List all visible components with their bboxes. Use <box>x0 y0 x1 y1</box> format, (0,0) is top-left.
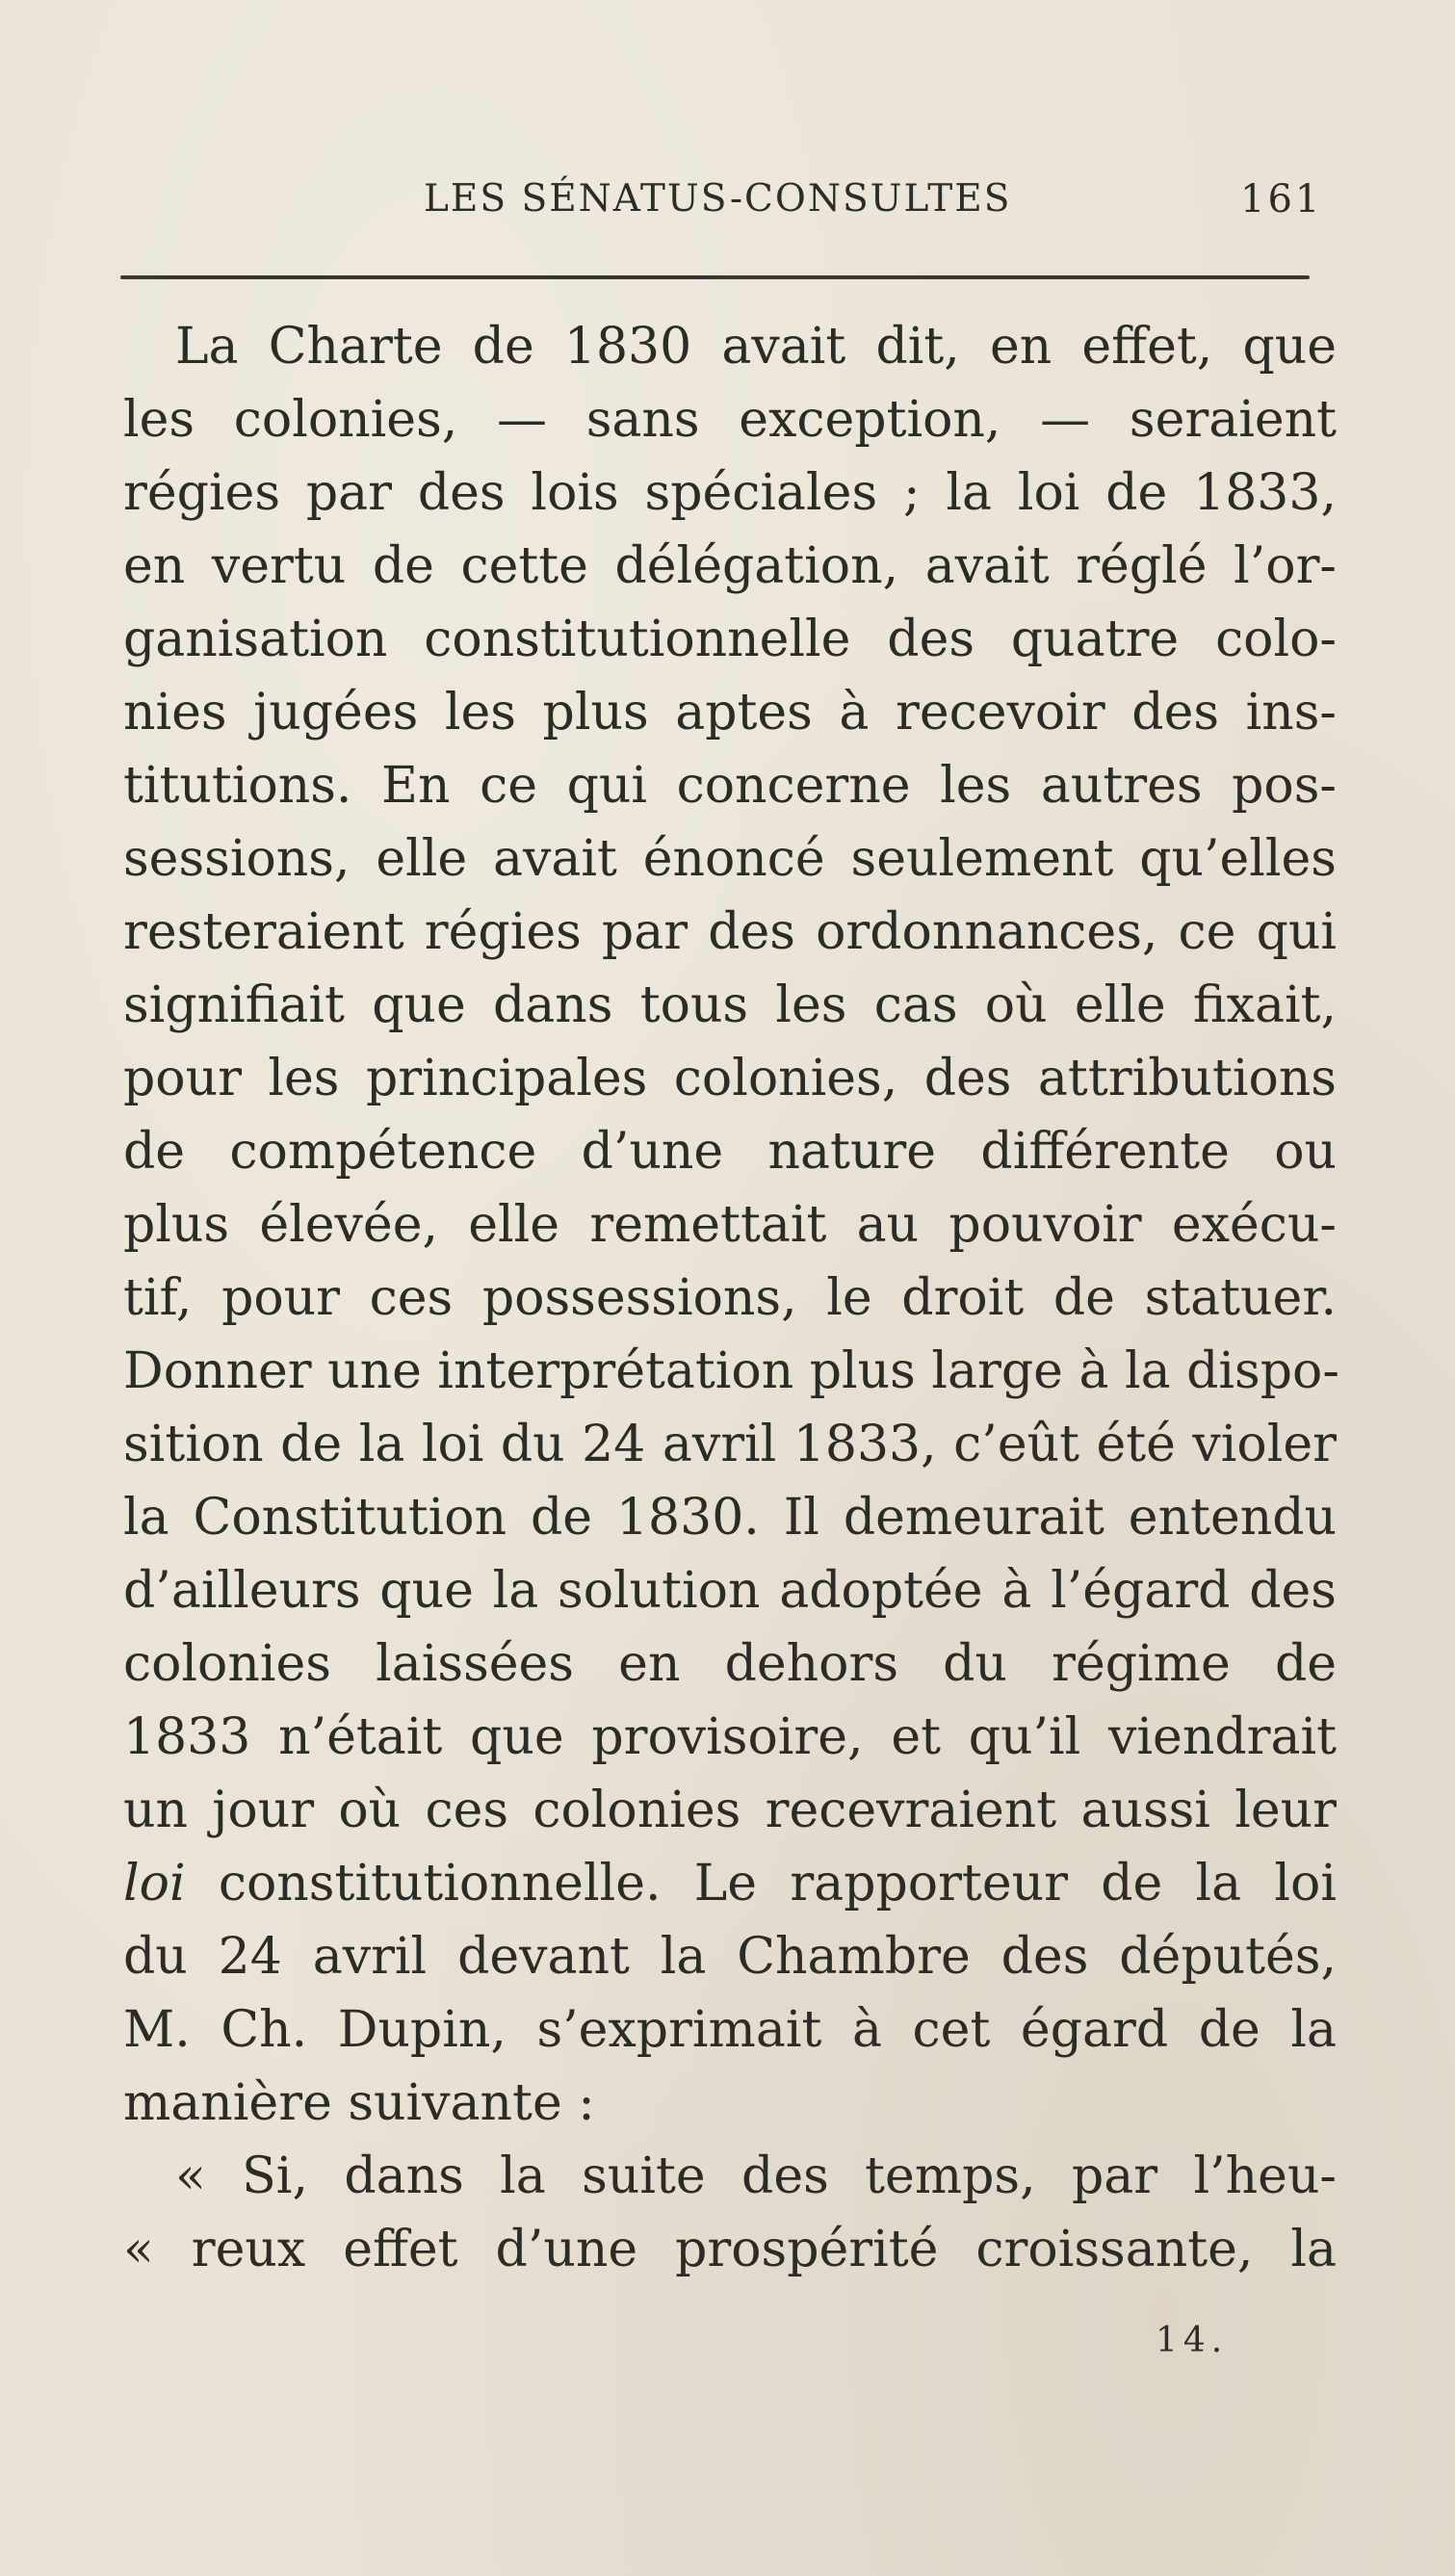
text-line: titutions. En ce qui concerne les autres pos- <box>123 757 1337 815</box>
text-line: d’ailleurs que la solution adoptée à l’égard des <box>123 1562 1337 1620</box>
text-line: ganisation constitutionnelle des quatre colo- <box>123 611 1337 668</box>
text-line: sessions, elle avait énoncé seulement qu’elles <box>123 830 1337 888</box>
text-line: plus élevée, elle remettait au pouvoir exécu- <box>123 1196 1337 1254</box>
text-line: Donner une interprétation plus large à la dispo- <box>123 1342 1339 1400</box>
body-text <box>123 310 1337 2286</box>
text-line-italic <box>123 1847 1337 1920</box>
quote-line: « Si, dans la suite des temps, par l’heu- <box>175 2147 1337 2205</box>
text-line: du 24 avril devant la Chambre des députés, <box>123 1928 1337 1986</box>
text-line: tif, pour ces possessions, le droit de statuer. <box>123 1269 1337 1327</box>
page-number: 161 <box>1240 177 1323 221</box>
text-line: 1833 n’était que provisoire, et qu’il viendrait <box>123 1708 1337 1766</box>
text-line: manière suivante : <box>123 2074 595 2132</box>
text-line: nies jugées les plus aptes à recevoir des ins- <box>123 684 1337 742</box>
text-line: colonies laissées en dehors du régime de <box>123 1635 1337 1693</box>
running-head: LES SÉNATUS-CONSULTES <box>424 177 1012 221</box>
text-line: M. Ch. Dupin, s’exprimait à cet égard de la <box>123 2001 1337 2059</box>
header-rule <box>120 275 1310 279</box>
text-line: en vertu de cette délégation, avait réglé l’or- <box>123 537 1337 595</box>
text-line: la Constitution de 1830. Il demeurait entendu <box>123 1489 1337 1547</box>
quote-line: « reux effet d’une prospérité croissante, la <box>123 2221 1337 2278</box>
signature-mark: 14. <box>1156 2321 1229 2360</box>
text-line: La Charte de 1830 avait dit, en effet, que <box>175 318 1337 376</box>
text-line: resteraient régies par des ordonnances, ce qui <box>123 903 1337 961</box>
text-line: de compétence d’une nature différente ou <box>123 1123 1337 1181</box>
text-line: les colonies, — sans exception, — seraient <box>123 391 1337 449</box>
text-line: pour les principales colonies, des attributions <box>123 1050 1337 1107</box>
text-line: signifiait que dans tous les cas où elle fixait, <box>123 976 1337 1034</box>
text-line: un jour où ces colonies recevraient aussi leur <box>123 1782 1337 1839</box>
italic-word: loi <box>123 1855 186 1912</box>
text-line: sition de la loi du 24 avril 1833, c’eût été violer <box>123 1416 1337 1473</box>
text-line: régies par des lois spéciales ; la loi de 1833, <box>123 464 1337 522</box>
italic-line-rest: constitutionnelle. Le rapporteur de la loi <box>185 1855 1337 1912</box>
